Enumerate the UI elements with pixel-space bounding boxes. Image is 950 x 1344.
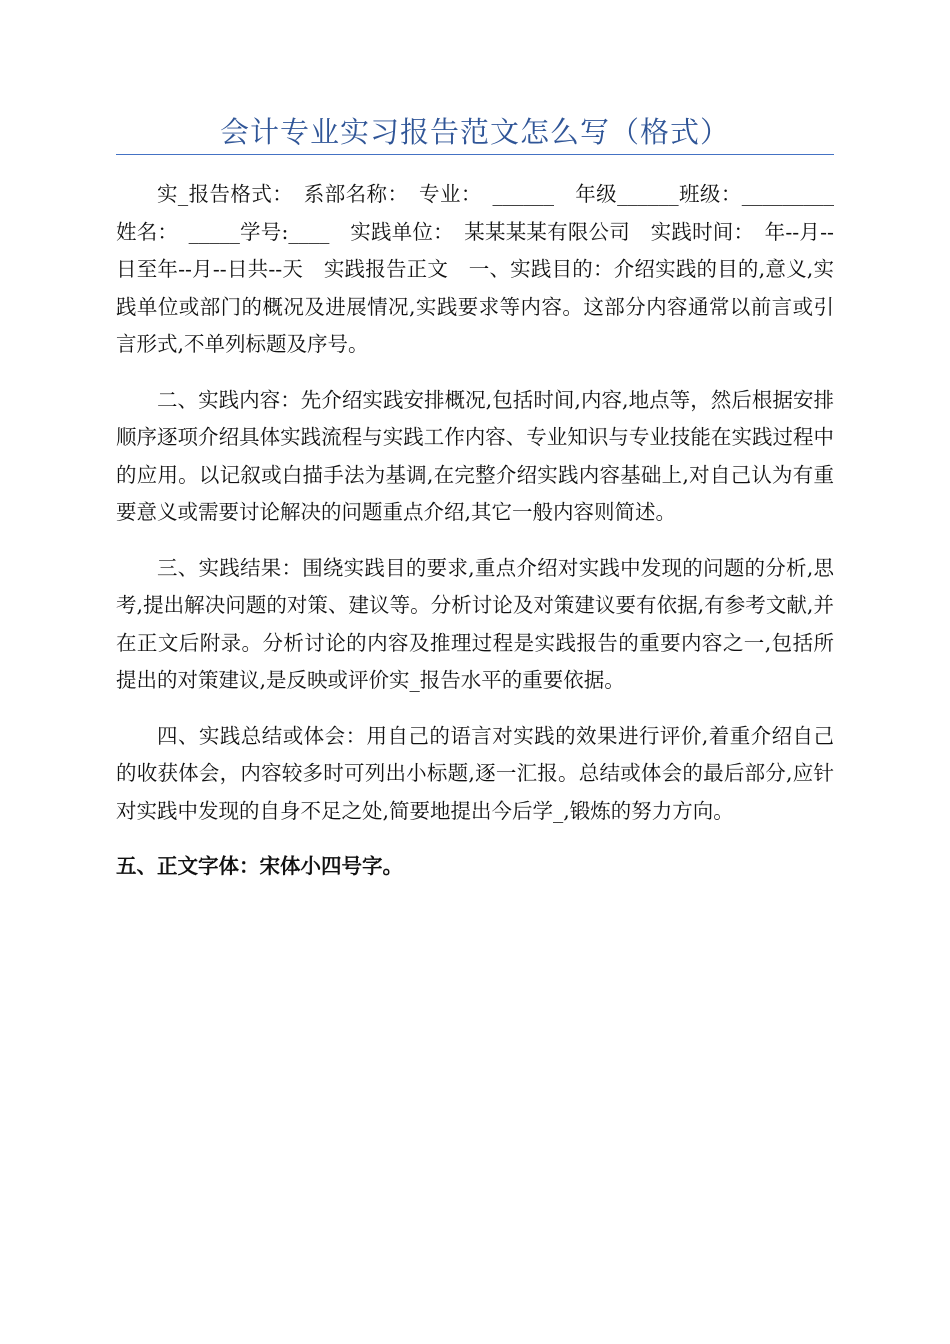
paragraph-font-note: 五、正文字体：宋体小四号字。 xyxy=(116,854,403,878)
paragraph-content: 二、实践内容：先介绍实践安排概况,包括时间,内容,地点等，然后根据安排顺序逐项介绍具体实践流程与实践工作内容、专业知识与专业技能在实践过程中的应用。以记叙或白描手法为基调,在完整介绍实践内容基础上,对自己认为有重要意义或需要讨论解决的问题重点介绍,其它一般内容则简述。 xyxy=(116,387,834,524)
paragraph-summary: 四、实践总结或体会：用自己的语言对实践的效果进行评价,着重介绍自己的收获体会，内容较多时可列出小标题,逐一汇报。总结或体会的最后部分,应针对实践中发现的自身不足之处,简要地提出今后学_,锻炼的努力方向。 xyxy=(116,723,834,823)
paragraph-intro: 实_报告格式： 系部名称： 专业： ______ 年级______班级：_________姓名： _____学号:____ 实践单位： 某某某某有限公司 实践时间： 年--月--日至年--月--日共--天 实践报告正文 一、实践目的：介绍实践的目的,意义,实践单位或部门的概况及进展情况,实践要求等内容。这部分内容通常以前言或引言形式,不单列标题及序号。 xyxy=(116,182,834,356)
document-title: 会计专业实习报告范文怎么写（格式） xyxy=(219,115,730,149)
title-underline xyxy=(116,154,834,155)
document-body xyxy=(116,176,834,904)
paragraph-results: 三、实践结果：围绕实践目的要求,重点介绍对实践中发现的问题的分析,思考,提出解决问题的对策、建议等。分析讨论及对策建议要有依据,有参考文献,并在正文后附录。分析讨论的内容及推理过程是实践报告的重要内容之一,包括所提出的对策建议,是反映或评价实_报告水平的重要依据。 xyxy=(116,555,834,692)
